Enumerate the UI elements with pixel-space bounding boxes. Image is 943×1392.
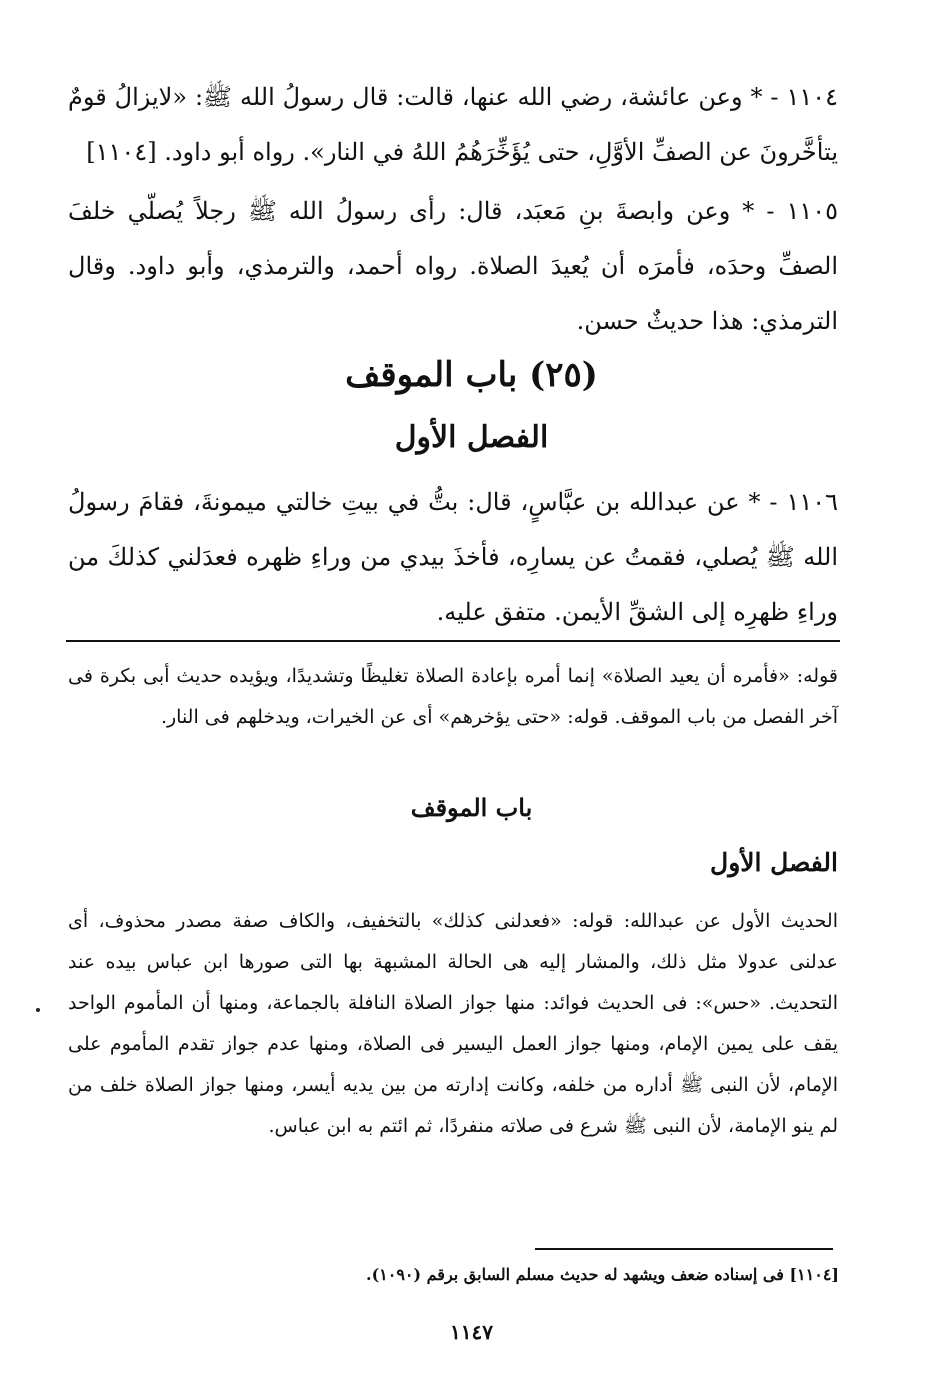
text-divider xyxy=(66,640,840,642)
section-title: الفصل الأول xyxy=(394,420,549,455)
commentary-block-2 xyxy=(68,901,838,1147)
commentary-paragraph-1: قوله: «فأمره أن يعيد الصلاة» إنما أمره بإعادة الصلاة تغليظًا وتشديدًا، ويؤيده حديث أبى بكرة فى آخر الفصل من باب الموقف. قوله: «حتى يؤخرهم» أى عن الخيرات، ويدخلهم فى النار. xyxy=(68,665,838,728)
chapter-title: (٢٥) باب الموقف xyxy=(345,355,598,395)
commentary-section-heading: الفصل الأول xyxy=(710,848,838,877)
hadith-1106: ١١٠٦ - * عن عبدالله بن عبَّاسٍ، قال: بتُّ في بيتِ خالتي ميمونةَ، فقامَ رسولُ الله ﷺ يُصلي، فقمتُ عن يسارِه، فأخذَ بيدي من وراءِ ظهره فعدَلني كذلكَ من وراءِ ظهرِه إلى الشقِّ الأيمن. متفق عليه. xyxy=(68,488,838,626)
commentary-paragraph-2: الحديث الأول عن عبدالله: قوله: «فعدلنى كذلك» بالتخفيف، والكاف صفة مصدر محذوف، أى عدلنى عدولا مثل ذلك، والمشار إليه هى الحالة المشبهة بها التى صورها ابن عباس بيده عند التحديث. «حس»: فى الحديث فوائد: منها جواز الصلاة النافلة بالجماعة، ومنها أن المأموم الواحد يقف على يمين الإمام، ومنها جواز العمل اليسير فى الصلاة، ومنها عدم جواز تقدم المأموم على الإمام، لأن النبى ﷺ أداره من خلفه، وكانت إدارته من بين يديه أيسر، ومنها جواز الصلاة خلف من لم ينو الإمامة، لأن النبى ﷺ شرع فى صلاته منفردًا، ثم ائتم به ابن عباس. xyxy=(68,910,838,1137)
commentary-block-1 xyxy=(68,656,838,738)
hadith-1104: ١١٠٤ - * وعن عائشة، رضي الله عنها، قالت: قال رسولُ الله ﷺ: «لايزالُ قومٌ يتأخَّرونَ عن الصفِّ الأوَّلِ، حتى يُؤَخِّرَهُمُ اللهُ في النار». رواه أبو داود. [١١٠٤] xyxy=(68,83,838,166)
hadith-1106-block xyxy=(68,475,838,640)
scan-speck xyxy=(36,1008,40,1012)
footnote-divider xyxy=(535,1248,833,1250)
footnote: [١١٠٤] فى إسناده ضعف ويشهد له حديث مسلم السابق برقم (١٠٩٠). xyxy=(366,1265,839,1284)
hadith-block-top xyxy=(68,70,838,349)
hadith-1105: ١١٠٥ - * وعن وابصةَ بنِ مَعبَد، قال: رأى رسولُ الله ﷺ رجلاً يُصلّي خلفَ الصفِّ وحدَه، فأمرَه أن يُعيدَ الصلاة. رواه أحمد، والترمذي، وأبو داود. وقال الترمذي: هذا حديثٌ حسن. xyxy=(68,197,838,335)
commentary-chapter-heading: باب الموقف xyxy=(410,793,533,822)
page-number: ١١٤٧ xyxy=(450,1320,493,1344)
